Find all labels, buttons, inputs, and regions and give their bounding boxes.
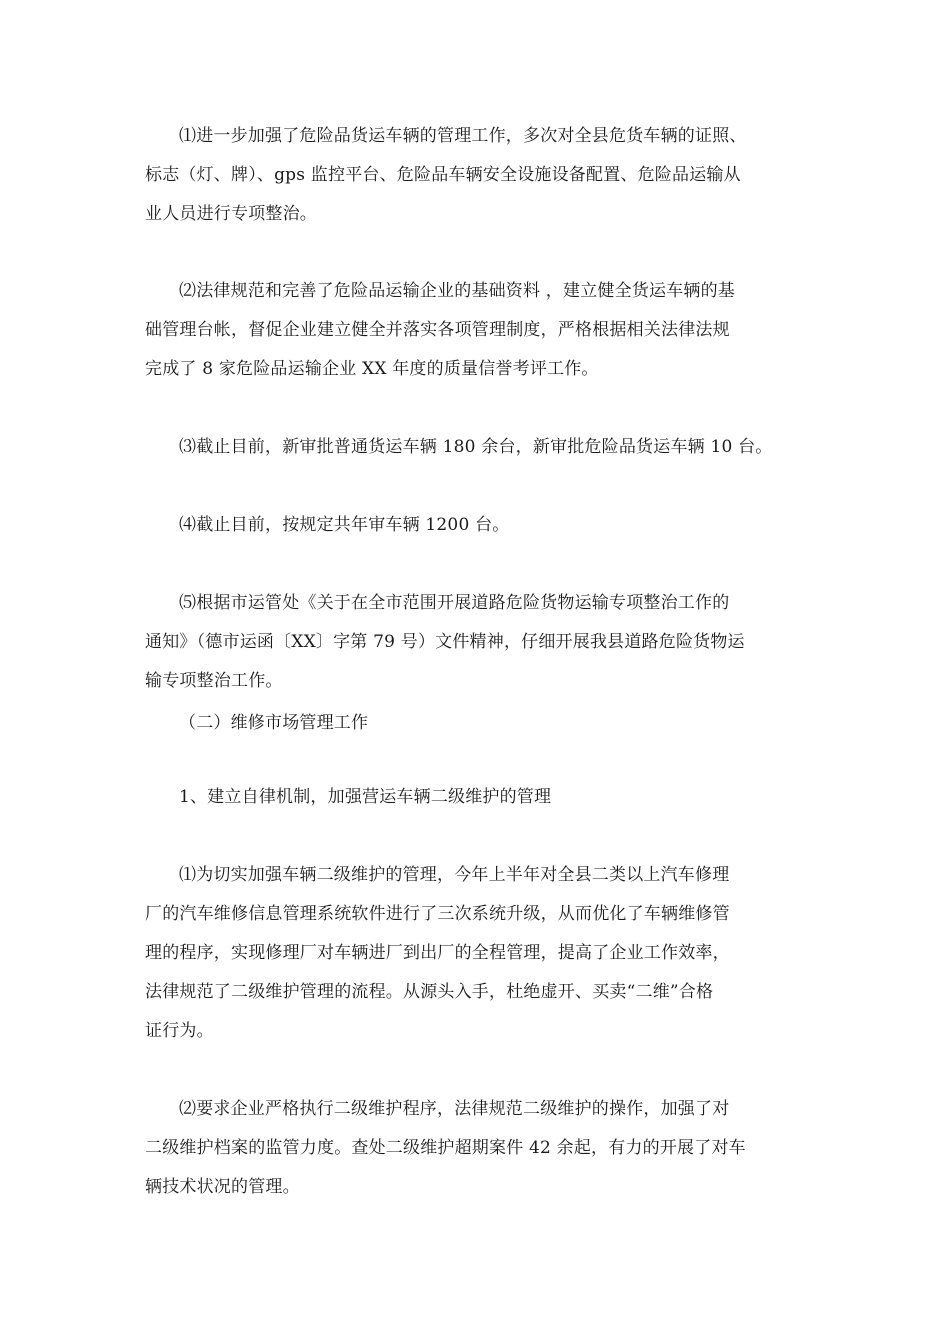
paragraph-maintenance-system-upgrade: ⑴为切实加强车辆二级维护的管理，今年上半年对全县二类以上汽车修理 厂的汽车维修信息管理系统软件进行了三次系统升级，从而优化了车辆维修管 理的程序，实现修理厂对车辆进厂到出厂的全程管理，提高了企业工作效率， 法律规范了二级维护管理的流程。从源头入手，杜绝虚开、买卖“二维”合格 证行为。	[145, 865, 730, 1041]
paragraph-new-approvals: ⑶截止目前，新审批普通货运车辆 180 余台，新审批危险品货运车辆 10 台。	[179, 437, 773, 457]
paragraph-hazardous-vehicle-management: ⑴进一步加强了危险品货运车辆的管理工作，多次对全县危货车辆的证照、 标志（灯、牌）、gps 监控平台、危险品车辆安全设施设备配置、危险品运输从 业人员进行专项整治。	[145, 126, 747, 224]
section-heading-repair-market: （二）维修市场管理工作	[179, 713, 369, 733]
paragraph-annual-inspection: ⑷截止目前，按规定共年审车辆 1200 台。	[179, 515, 510, 535]
subheading-self-discipline: 1、建立自律机制，加强营运车辆二级维护的管理	[179, 787, 552, 807]
paragraph-special-rectification: ⑸根据市运管处《关于在全市范围开展道路危险货物运输专项整治工作的 通知》（德市运函〔XX〕字第 79 号）文件精神，仔细开展我县道路危险货物运 输专项整治工作。	[145, 593, 745, 691]
paragraph-hazardous-enterprise-records: ⑵法律规范和完善了危险品运输企业的基础资料 ，建立健全货运车辆的基 础管理台帐，督促企业建立健全并落实各项管理制度，严格根据相关法律法规 完成了 8 家危险品运输企业 XX 年度的质量信誉考评工作。	[145, 281, 736, 379]
paragraph-maintenance-procedure: ⑵要求企业严格执行二级维护程序，法律规范二级维护的操作，加强了对 二级维护档案的监管力度。查处二级维护超期案件 42 余起，有力的开展了对车 辆技术状况的管理。	[145, 1099, 746, 1197]
